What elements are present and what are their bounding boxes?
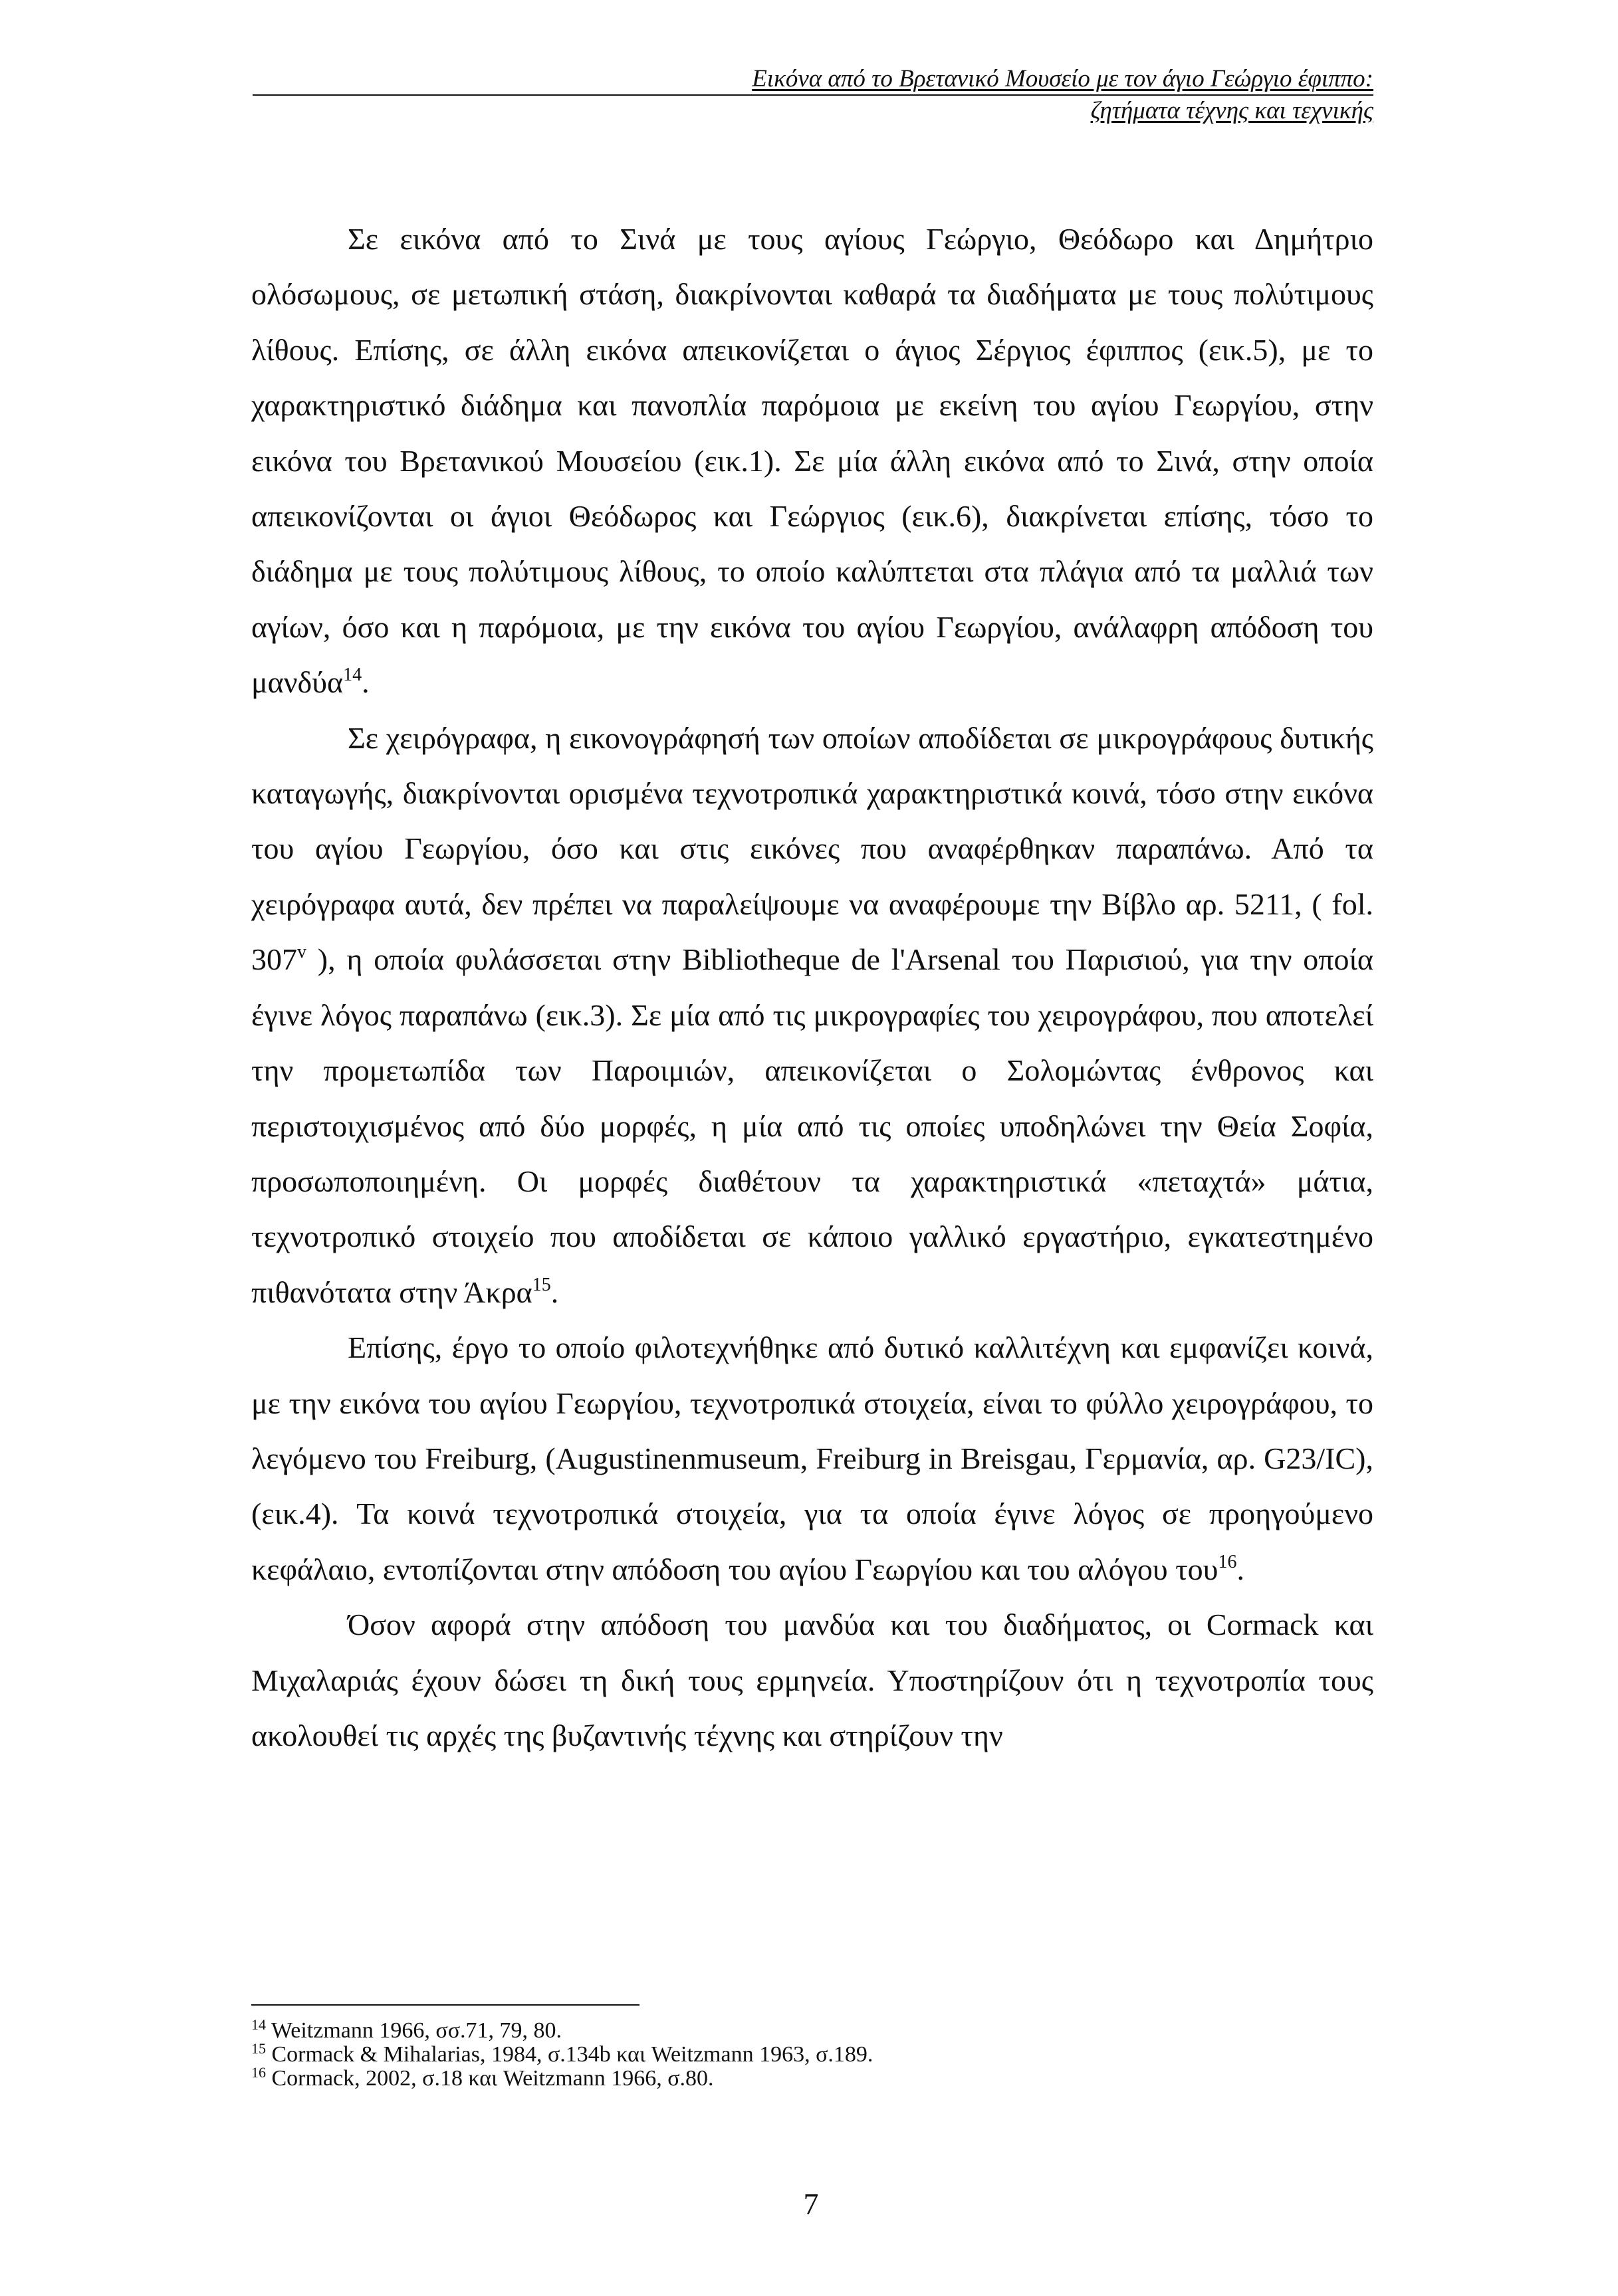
paragraph-4: Όσον αφορά στην απόδοση του μανδύα και του διαδήματος, οι Cormack και Μιχαλαριάς έχουν δώσει τη δική τους ερμηνεία. Υποστηρίζουν ότι η τεχνοτροπία τους ακολουθεί τις αρχές της βυζαντινής τέχνης και στηρίζουν την [251,1608,1373,1752]
folio-verso-mark: v [297,942,306,963]
footnote-16: $^{16}$ Cormack, 2002, σ.18 και Weitzmann 1966, σ.80. [251,2064,714,2091]
running-header-line-2: ζητήματα τέχνης και τεχνικής [1090,97,1373,124]
footnote-14: $^{14}$ Weitzmann 1966, σσ.71, 79, 80. [251,2016,562,2043]
paragraph-2: Σε χειρόγραφα, η εικονογράφησή των οποίων αποδίδεται σε μικρογράφους δυτικής καταγωγής, διακρίνονται ορισμένα τεχνοτροπικά χαρακτηριστικά κοινά, τόσο στην εικόνα του αγίου Γεωργίου, όσο και στις εικόνες που αναφέρθηκαν παραπάνω. Από τα χειρόγραφα αυτά, δεν πρέπει να παραλείψουμε να αναφέρουμε την Βίβλο αρ. 5211, ( fol. 307$^v$ ), η οποία φυλάσσεται στην Bibliotheque de l'Arsenal του Παρισιού, για την οποία έγινε λόγος παραπάνω (εικ.3). Σε μία από τις μικρογραφίες του χειρογράφου, που αποτελεί την προμετωπίδα των Παροιμιών, απεικονίζεται ο Σολομώντας ένθρονος και περιστοιχισμένος από δύο μορφές, η μία από τις οποίες υποδηλώνει την Θεία Σοφία, προσωποποιημένη. Οι μορφές διαθέτουν τα χαρακτηριστικά «πεταχτά» μάτια, τεχνοτροπικό στοιχείο που αποδίδεται σε κάποιο γαλλικό εργαστήριο, εγκατεστημένο πιθανότατα στην Άκρα$^{15}$. [251,720,1373,1309]
paragraph-1: Σε εικόνα από το Σινά με τους αγίους Γεώργιο, Θεόδωρο και Δημήτριο ολόσωμους, σε μετωπική στάση, διακρίνονται καθαρά τα διαδήματα με τους πολύτιμους λίθους. Επίσης, σε άλλη εικόνα απεικονίζεται ο άγιος Σέργιος έφιππος (εικ.5), με το χαρακτηριστικό διάδημα και πανοπλία παρόμοια με εκείνη του αγίου Γεωργίου, στην εικόνα του Βρετανικού Μουσείου (εικ.1). Σε μία άλλη εικόνα από το Σινά, στην οποία απεικονίζονται οι άγιοι Θεόδωρος και Γεώργιος (εικ.6), διακρίνεται επίσης, τόσο το διάδημα με τους πολύτιμους λίθους, το οποίο καλύπτεται στα πλάγια από τα μαλλιά των αγίων, όσο και η παρόμοια, με την εικόνα του αγίου Γεωργίου, ανάλαφρη απόδοση του μανδύα$^{14}$. [251,222,1373,700]
body-text [251,211,1373,1763]
footnote-ref-14: 14 [343,665,362,686]
footnote-ref-16: 16 [1218,1551,1237,1572]
running-header [253,64,1373,126]
footnote-separator [251,2004,639,2006]
page-number: 7 [803,2187,819,2221]
running-header-line-1: Εικόνα από το Βρετανικό Μουσείο με τον άγιο Γεώργιο έφιππο: [253,64,1373,96]
footnotes [251,2016,1373,2091]
footnote-15: $^{15}$ Cormack & Mihalarias, 1984, σ.134b και Weitzmann 1963, σ.189. [251,2040,873,2067]
footnote-ref-15: 15 [532,1274,551,1295]
paragraph-3: Επίσης, έργο το οποίο φιλοτεχνήθηκε από δυτικό καλλιτέχνη και εμφανίζει κοινά, με την εικόνα του αγίου Γεωργίου, τεχνοτροπικά στοιχεία, είναι το φύλλο χειρογράφου, το λεγόμενο του Freiburg, (Augustinenmuseum, Freiburg in Breisgau, Γερμανία, αρ. G23/IC), (εικ.4). Τα κοινά τεχνοτροπικά στοιχεία, για τα οποία έγινε λόγος σε προηγούμενο κεφάλαιο, εντοπίζονται στην απόδοση του αγίου Γεωργίου και του αλόγου του$^{16}$. [251,1330,1373,1586]
